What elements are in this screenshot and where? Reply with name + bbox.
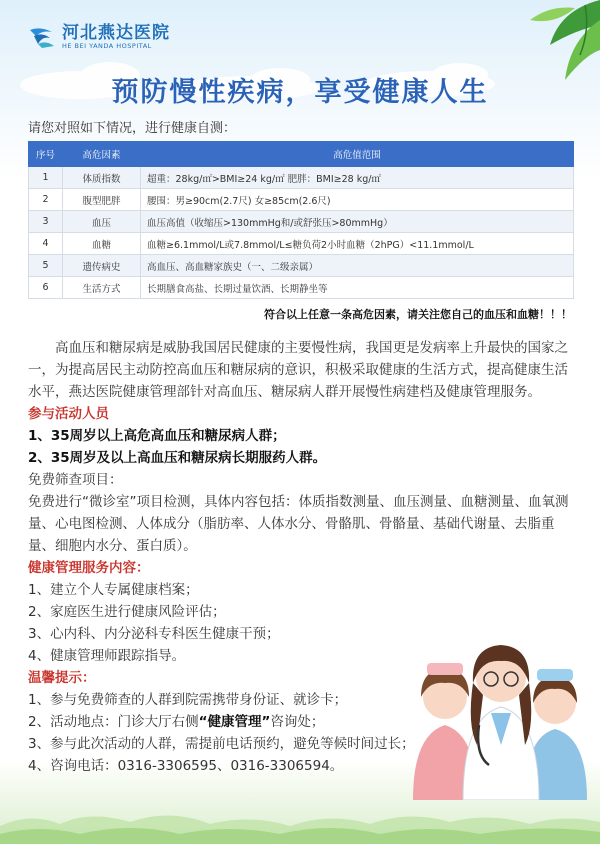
row-number: 4 xyxy=(29,233,63,255)
hospital-logo-icon xyxy=(28,22,58,52)
table-row xyxy=(29,233,574,255)
table-header-row xyxy=(29,142,574,167)
risk-range: 长期膳食高盐、长期过量饮酒、长期静坐等 xyxy=(141,277,574,299)
services-heading: 健康管理服务内容： xyxy=(28,560,150,576)
risk-factor: 遗传病史 xyxy=(63,255,141,277)
risk-factor: 血糖 xyxy=(63,233,141,255)
service-item: 3、心内科、内分泌科专科医生健康干预； xyxy=(28,626,280,642)
participants-heading: 参与活动人员 xyxy=(28,406,109,422)
row-number: 1 xyxy=(29,167,63,189)
row-number: 3 xyxy=(29,211,63,233)
screening-heading: 免费筛查项目： xyxy=(28,472,123,488)
table-header-cell: 高危因素 xyxy=(63,142,141,167)
tip-location-suffix: 咨询处； xyxy=(270,714,325,730)
risk-factor: 血压 xyxy=(63,211,141,233)
risk-factor: 腹型肥胖 xyxy=(63,189,141,211)
service-item: 4、健康管理师跟踪指导。 xyxy=(28,648,186,664)
hospital-name-en: HE BEI YANDA HOSPITAL xyxy=(62,41,152,50)
intro-paragraph: 高血压和糖尿病是威胁我国居民健康的主要慢性病，我国更是发病率上升最快的国家之一，为提高居民主动防控高血压和糖尿病的意识，积极采取健康的生活方式，提高健康生活水平，燕达医院健康管理部针对高血压、糖尿病人群开展慢性病建档及健康管理服务。 xyxy=(28,340,568,400)
risk-factor-table xyxy=(28,141,574,299)
grass-decoration xyxy=(0,804,600,844)
hospital-logo xyxy=(28,22,170,52)
table-header-cell: 高危值范围 xyxy=(141,142,574,167)
table-row xyxy=(29,255,574,277)
service-item: 1、建立个人专属健康档案； xyxy=(28,582,199,598)
table-header-cell: 序号 xyxy=(29,142,63,167)
service-item: 2、家庭医生进行健康风险评估； xyxy=(28,604,226,620)
risk-range: 超重：28kg/㎡>BMI≥24 kg/㎡ 肥胖：BMI≥28 kg/㎡ xyxy=(141,167,574,189)
participant-item: 1、35周岁以上高危高血压和糖尿病人群； xyxy=(28,428,286,444)
risk-range: 血压高值（收缩压>130mmHg和/或舒张压>80mmHg） xyxy=(141,211,574,233)
risk-range: 高血压、高血糖家族史（一、二级亲属） xyxy=(141,255,574,277)
page-title: 预防慢性疾病，享受健康人生 xyxy=(111,77,489,108)
intro-text: 请您对照如下情况，进行健康自测： xyxy=(28,121,237,136)
risk-warning: 符合以上任意一条高危因素，请关注您自己的血压和血糖！！！ xyxy=(264,308,572,321)
row-number: 2 xyxy=(29,189,63,211)
tip-item-phone: 4、咨询电话：0316-3306595、0316-3306594。 xyxy=(28,758,344,774)
row-number: 6 xyxy=(29,277,63,299)
doctor-center-figure xyxy=(463,645,539,800)
participant-item: 2、35周岁及以上高血压和糖尿病长期服药人群。 xyxy=(28,450,327,466)
tips-heading: 温馨提示： xyxy=(28,670,96,686)
table-row xyxy=(29,167,574,189)
row-number: 5 xyxy=(29,255,63,277)
tip-location-prefix: 2、活动地点：门诊大厅右侧 xyxy=(28,714,199,730)
risk-factor: 生活方式 xyxy=(63,277,141,299)
risk-factor: 体质指数 xyxy=(63,167,141,189)
tip-item: 3、参与此次活动的人群，需提前电话预约，避免等候时间过长； xyxy=(28,736,415,752)
risk-range: 血糖≥6.1mmol/L或7.8mmol/L≤糖负荷2小时血糖（2hPG）<11.1mmol/L xyxy=(141,233,574,255)
hospital-name-cn: 河北燕达医院 xyxy=(62,22,170,43)
risk-range: 腰围：男≥90cm(2.7尺) 女≥85cm(2.6尺) xyxy=(141,189,574,211)
screening-text: 免费进行“微诊室”项目检测，具体内容包括：体质指数测量、血压测量、血糖测量、血氧测量、心电图检测、人体成分（脂肪率、人体水分、骨骼肌、骨骼量、基础代谢量、去脂重量、细胞内水分、蛋白质）。 xyxy=(28,494,569,554)
table-row xyxy=(29,211,574,233)
tip-location-highlight: “健康管理” xyxy=(198,714,271,730)
table-row xyxy=(29,277,574,299)
tip-item: 1、参与免费筛查的人群到院需携带身份证、就诊卡； xyxy=(28,692,348,708)
medical-staff-illustration xyxy=(405,625,595,800)
table-row xyxy=(29,189,574,211)
